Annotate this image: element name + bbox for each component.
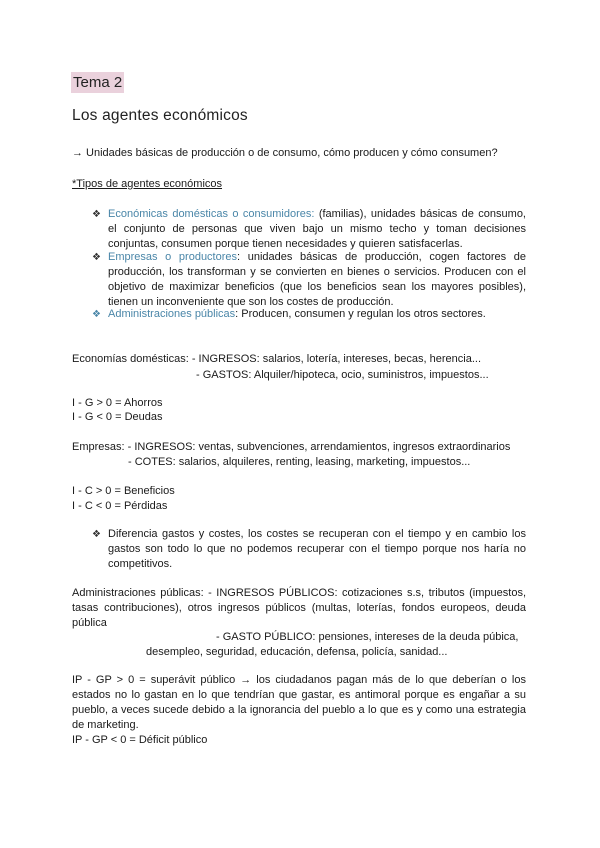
ic-perdidas: I - C < 0 = Pérdidas: [72, 500, 168, 512]
bullet-diamond-icon: ❖: [92, 209, 101, 220]
bullet-text: : Producen, consumen y regulan los otros sectores.: [235, 308, 486, 320]
bullet-term: Económicas domésticas o consumidores:: [108, 208, 315, 220]
bullet-diamond-icon: ❖: [92, 309, 101, 320]
administraciones-gasto-line2: desempleo, seguridad, educación, defensa, policía, sanidad...: [146, 646, 448, 658]
bullet-empresas: [108, 250, 526, 310]
economias-gastos: - GASTOS: Alquiler/hipoteca, ocio, suministros, impuestos...: [196, 369, 489, 381]
ic-beneficios: I - C > 0 = Beneficios: [72, 485, 175, 497]
tema-label: Tema 2: [73, 74, 123, 91]
bullet-term: Empresas o productores: [108, 251, 238, 263]
bullet-term: Administraciones públicas: [108, 308, 236, 320]
economias-ingresos: Economías domésticas: - INGRESOS: salarios, lotería, intereses, becas, herencia...: [72, 353, 482, 365]
bullet-diferencia: Diferencia gastos y costes, los costes se recuperan con el tiempo y en cambio los gastos son todo lo que no podemos recuperar con el tiempo porque nos haría no competitivos.: [108, 528, 526, 570]
ig-deudas: I - G < 0 = Deudas: [72, 411, 163, 423]
administraciones-gasto-line1: - GASTO PÚBLICO: pensiones, intereses de la deuda púbica,: [216, 631, 519, 643]
bullet-diamond-icon: ❖: [92, 529, 101, 540]
tipos-heading: *Tipos de agentes económicos: [72, 178, 223, 190]
ig-ahorros: I - G > 0 = Ahorros: [72, 397, 163, 409]
bullet-text: : unidades básicas de producción, cogen factores de producción, los transforman y se convierten en bienes o servicios. Producen con el objetivo de maximizar beneficios (que los beneficios sean los mayores posibles), tienen un inconveniente que son los costes de producción.: [108, 251, 526, 308]
bullet-text: (familias), unidades básicas de consumo, el conjunto de personas que viven bajo un mismo techo y toman decisiones conjuntas, consumen porque tienen necesidades y quieren satisfacerlas.: [108, 208, 526, 250]
page-title: Los agentes económicos: [72, 107, 248, 124]
empresas-costes: - COTES: salarios, alquileres, renting, leasing, marketing, impuestos...: [128, 456, 471, 468]
bullet-administraciones: [108, 307, 526, 322]
ipgp-deficit: IP - GP < 0 = Déficit público: [72, 734, 208, 746]
ipgp-superavit: IP - GP > 0 = superávit público → los ciudadanos pagan más de lo que deberían o los estados no lo gastan en lo que tendrían que gastar, es antimoral porque es engañar a su pueblo, a veces sucede debido a la ignorancia del pueblo a lo que es y como una estrategia de marketing.: [72, 674, 526, 731]
intro-line: → Unidades básicas de producción o de consumo, cómo producen y cómo consumen?: [72, 147, 498, 159]
administraciones-ingresos: Administraciones públicas: - INGRESOS PÚBLICOS: cotizaciones s.s, tributos (impuestos, tasas contribuciones), otros ingresos públicos (multas, loterías, fondos europeos, deuda pública: [72, 587, 526, 629]
empresas-ingresos: Empresas: - INGRESOS: ventas, subvenciones, arrendamientos, ingresos extraordinarios: [72, 441, 511, 453]
bullet-economias-domesticas: [108, 207, 526, 252]
bullet-diamond-icon: ❖: [92, 252, 101, 263]
